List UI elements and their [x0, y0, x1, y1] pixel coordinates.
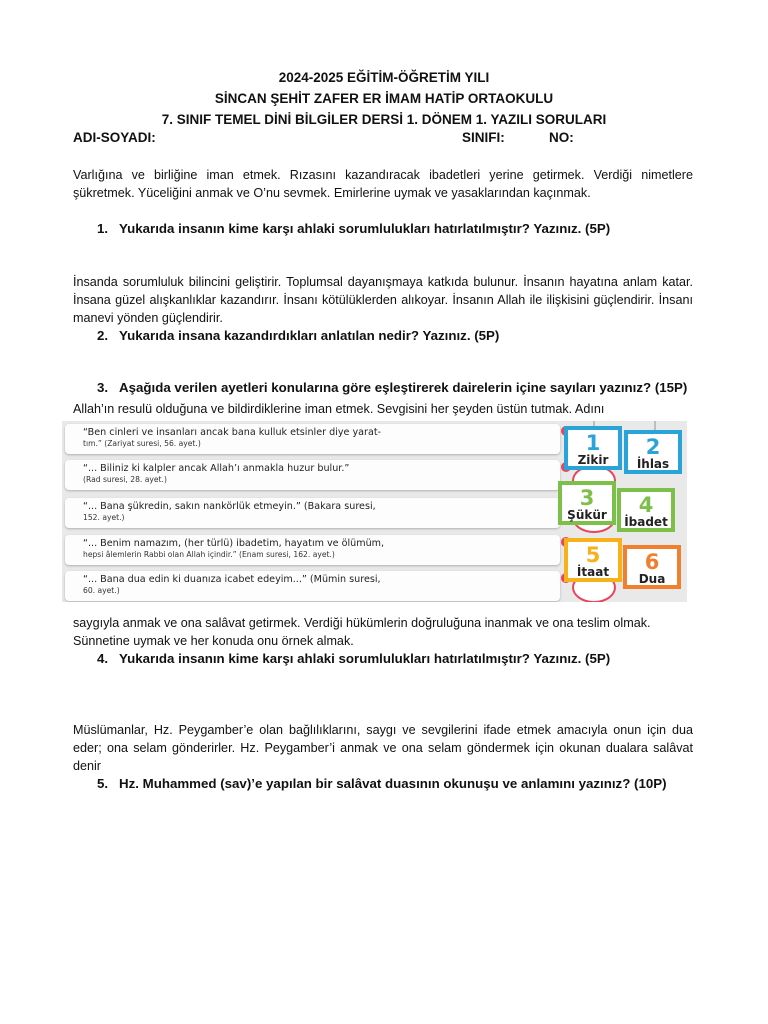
- topic-3-word: Şükür: [567, 508, 607, 522]
- paragraph-2: İnsanda sorumluluk bilincini geliştirir. Toplumsal dayanışmaya katkıda bulunur. İnsanın hayatına anlam katar. İnsana güzel alışkanlıklar kazandırır. İnsanı kötülüklerden alıkoyar. İnsanın Allah ile ilişkisini güçlendirir. İnsanı manevi yönden güçlendirir.: [73, 275, 693, 325]
- topic-6-number: 6: [644, 550, 660, 574]
- question-1: [97, 221, 610, 236]
- topic-tile-6: [623, 545, 681, 589]
- header-exam-title: 7. SINIF TEMEL DİNİ BİLGİLER DERSİ 1. DÖNEM 1. YAZILI SORULARI: [161, 112, 607, 127]
- question-2-text: Yukarıda insana kazandırdıkları anlatılan nedir? Yazınız. (5P): [119, 328, 500, 343]
- question-2: [97, 328, 499, 343]
- verse-1-line2: tım.” (Zariyat suresi, 56. ayet.): [83, 439, 201, 448]
- question-4-text: Yukarıda insanın kime karşı ahlaki sorumlulukları hatırlatılmıştır? Yazınız. (5P): [119, 651, 611, 666]
- topic-1-number: 1: [585, 431, 601, 455]
- topic-2-word: İhlas: [636, 457, 670, 471]
- matching-activity: [62, 421, 687, 602]
- verse-4-line2: hepsi âlemlerin Rabbi olan Allah içindir.” (Enam suresi, 162. ayet.): [83, 550, 335, 559]
- paragraph-3-bottom: saygıyla anmak ve ona salâvat getirmek. Verdiği hükümlerin doğruluğuna inanmak ve ona teslim olmak. Sünnetine uymak ve her konuda onu örnek almak.: [73, 616, 651, 648]
- question-4: [97, 651, 610, 666]
- verse-5-line2: 60. ayet.): [83, 586, 120, 595]
- verse-card-1: [65, 424, 560, 454]
- verse-card-3: [65, 498, 560, 528]
- question-1-number: 1.: [97, 221, 109, 236]
- name-label: ADI-SOYADI:: [73, 130, 156, 145]
- topic-4-number: 4: [638, 493, 654, 517]
- verse-4-line1: “... Benim namazım, (her türlü) ibadetim, hayatım ve ölümüm,: [83, 538, 385, 549]
- paragraph-3-top: Allah’ın resulü olduğuna ve bildirdiklerine iman etmek. Sevgisini her şeyden üstün tutmak. Adını: [73, 402, 605, 416]
- verse-3-line1: “... Bana şükredin, sakın nankörlük etmeyin.” (Bakara suresi,: [83, 501, 376, 512]
- question-3-text: Aşağıda verilen ayetleri konularına göre eşleştirerek dairelerin içine sayıları yazınız? (15P): [119, 380, 688, 395]
- question-5-text: Hz. Muhammed (sav)’e yapılan bir salâvat duasının okunuşu ve anlamını yazınız? (10P): [119, 776, 667, 791]
- question-3-number: 3.: [97, 380, 109, 395]
- verse-5-line1: “... Bana dua edin ki duanıza icabet edeyim...” (Mümin suresi,: [83, 574, 381, 585]
- topic-3-number: 3: [579, 486, 595, 510]
- topic-tile-2: [624, 430, 682, 474]
- paragraph-4: Müslümanlar, Hz. Peygamber’e olan bağlılıklarını, saygı ve sevgilerini ifade etmek amacıyla onun için dua eder; ona selam gönderirler. Hz. Peygamber’i anmak ve ona selam göndermek için okunan dualara salâvat denir: [73, 723, 693, 773]
- class-label: SINIFI:: [462, 130, 505, 145]
- topic-tile-3: [558, 481, 616, 525]
- question-4-number: 4.: [97, 651, 109, 666]
- verse-3-line2: 152. ayet.): [83, 513, 125, 522]
- header-school-year: 2024-2025 EĞİTİM-ÖĞRETİM YILI: [278, 70, 490, 85]
- question-1-text: Yukarıda insanın kime karşı ahlaki sorumlulukları hatırlatılmıştır? Yazınız. (5P): [119, 221, 611, 236]
- number-label: NO:: [549, 130, 574, 145]
- topic-tile-4: [617, 488, 675, 532]
- topic-5-word: İtaat: [576, 565, 610, 579]
- question-5: [97, 776, 667, 791]
- verse-1-line1: “Ben cinleri ve insanları ancak bana kulluk etsinler diye yarat-: [83, 427, 382, 438]
- verse-2-line2: (Rad suresi, 28. ayet.): [83, 475, 167, 484]
- topic-4-word: İbadet: [624, 515, 668, 529]
- verse-2-line1: “... Biliniz ki kalpler ancak Allah’ı anmakla huzur bulur.”: [83, 463, 350, 474]
- question-5-number: 5.: [97, 776, 109, 791]
- topic-2-number: 2: [645, 435, 661, 459]
- paragraph-1: Varlığına ve birliğine iman etmek. Rızasını kazandıracak ibadetleri yerine getirmek. Verdiği nimetlere şükretmek. Yüceliğini anmak ve O’nu sevmek. Emirlerine uymak ve yasaklarından kaçınmak.: [73, 168, 693, 200]
- topic-1-word: Zikir: [577, 453, 609, 467]
- topic-5-number: 5: [585, 543, 601, 567]
- question-2-number: 2.: [97, 328, 109, 343]
- topic-tile-5: [564, 538, 622, 582]
- verse-card-5: [65, 571, 560, 601]
- topic-6-word: Dua: [638, 572, 666, 586]
- question-3: [97, 380, 687, 395]
- verse-card-2: [65, 460, 560, 490]
- topic-tile-1: [564, 426, 622, 470]
- verse-card-4: [65, 535, 560, 565]
- header-school-name: SİNCAN ŞEHİT ZAFER ER İMAM HATİP ORTAOKULU: [214, 91, 554, 106]
